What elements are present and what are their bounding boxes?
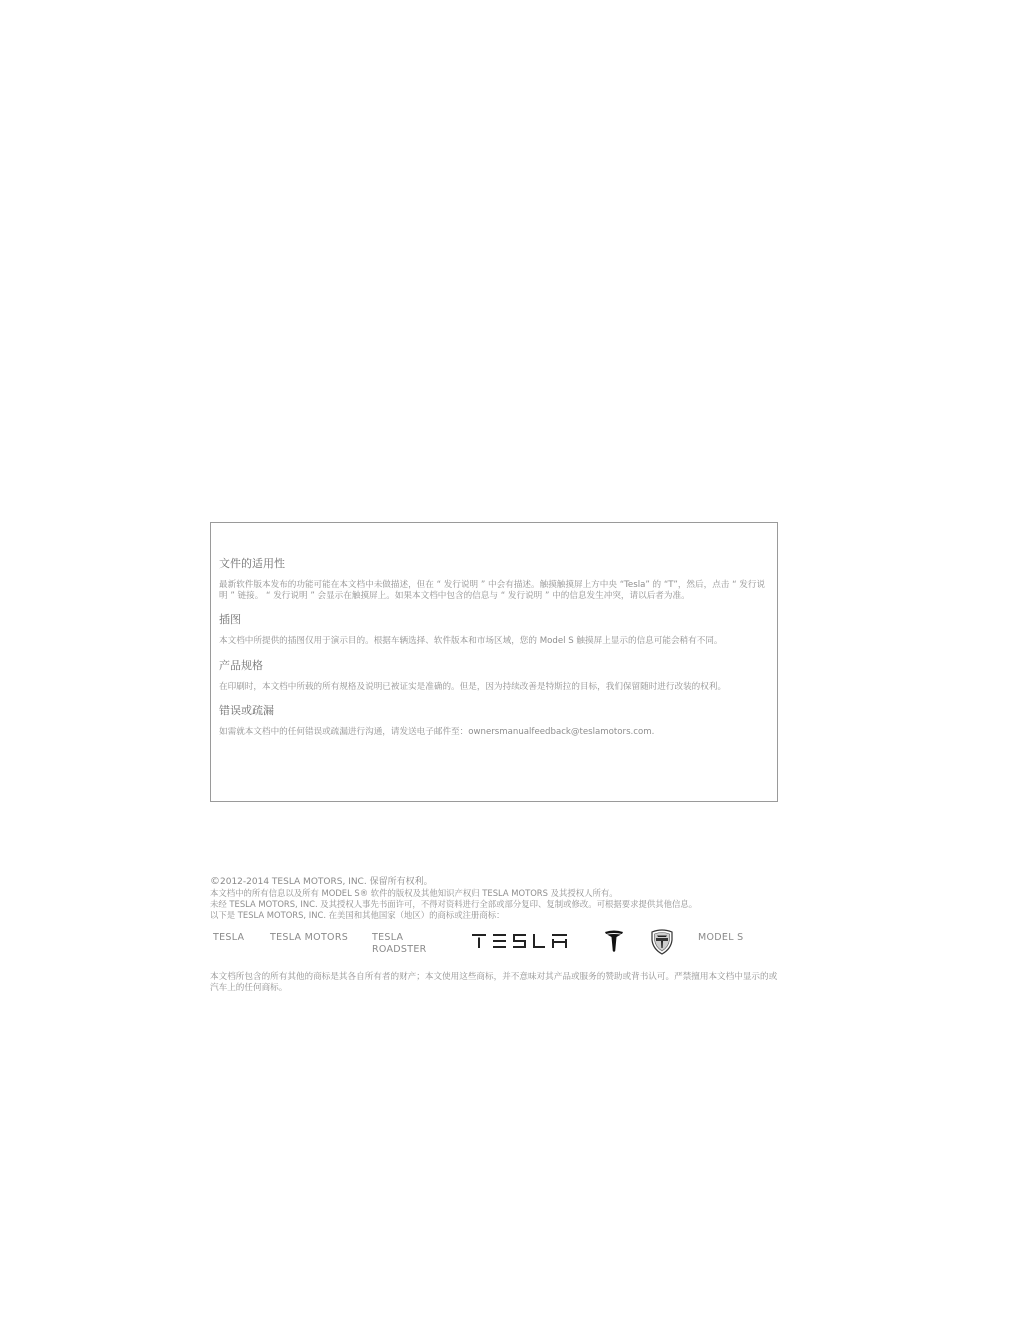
trademark-tesla-roadster xyxy=(372,932,427,956)
tesla-wordmark-logo xyxy=(472,934,568,948)
copyright-symbol: © xyxy=(210,876,220,887)
trademark-disclaimer: 本文档所包含的所有其他的商标是其各自所有者的财产；本文使用这些商标，并不意味对其产品或服务的赞助或背书认可。严禁擅用本文档中显示的或汽车上的任何商标。 xyxy=(210,972,778,994)
legal-line-permission: 未经 TESLA MOTORS, INC. 及其授权人事先书面许可，不得对资料进行全部或部分复印、复制或修改。可根据要求提供其他信息。 xyxy=(210,898,698,909)
copyright-text: 2012-2014 TESLA MOTORS, INC. 保留所有权利。 xyxy=(220,877,433,887)
section-body-errors: 如需就本文档中的任何错误或疏漏进行沟通，请发送电子邮件至：ownersmanualfeedback@teslamotors.com. xyxy=(219,727,655,738)
section-heading-specifications: 产品规格 xyxy=(219,658,263,672)
section-body-illustrations: 本文档中所提供的插图仅用于演示目的。根据车辆选择、软件版本和市场区域，您的 Model S 触摸屏上显示的信息可能会稍有不同。 xyxy=(219,636,723,647)
trademark-model-s: MODEL S xyxy=(698,932,744,944)
section-body-specifications: 在印刷时，本文档中所载的所有规格及说明已被证实是准确的。但是，因为持续改善是特斯拉的目标，我们保留随时进行改装的权利。 xyxy=(219,681,727,692)
legal-footer xyxy=(210,876,782,994)
trademark-tesla-roadster-line2: ROADSTER xyxy=(372,944,427,956)
copyright-line xyxy=(210,876,782,888)
section-heading-applicability: 文件的适用性 xyxy=(219,557,285,570)
trademark-tesla-roadster-line1: TESLA xyxy=(372,932,404,944)
legal-line-trademarks-intro: 以下是 TESLA MOTORS, INC. 在美国和其他国家（地区）的商标或注册商标： xyxy=(210,909,505,920)
section-heading-errors: 错误或疏漏 xyxy=(219,704,274,718)
section-body-applicability: 最新软件版本发布的功能可能在本文档中未做描述，但在 “ 发行说明 ” 中会有描述。触摸触摸屏上方中央 “Tesla” 的 “T”，然后，点击 “ 发行说明 ” 链接。 “ 发行说明 ” 会显示在触摸屏上。如果本文档中包含的信息与 “ 发行说明 ” 中的信息发生冲突，请以后者为准。 xyxy=(219,580,766,601)
trademark-tesla: TESLA xyxy=(213,932,245,944)
section-heading-illustrations: 插图 xyxy=(219,613,241,627)
tesla-shield-logo xyxy=(650,929,674,955)
trademarks-row xyxy=(210,930,782,970)
legal-line-ownership: 本文档中的所有信息以及所有 MODEL S® 软件的版权及其他知识产权归 TESLA MOTORS 及其授权人所有。 xyxy=(210,888,618,898)
tesla-t-logo xyxy=(604,930,624,952)
document-notice-box xyxy=(210,522,778,802)
trademark-tesla-motors: TESLA MOTORS xyxy=(270,932,349,944)
